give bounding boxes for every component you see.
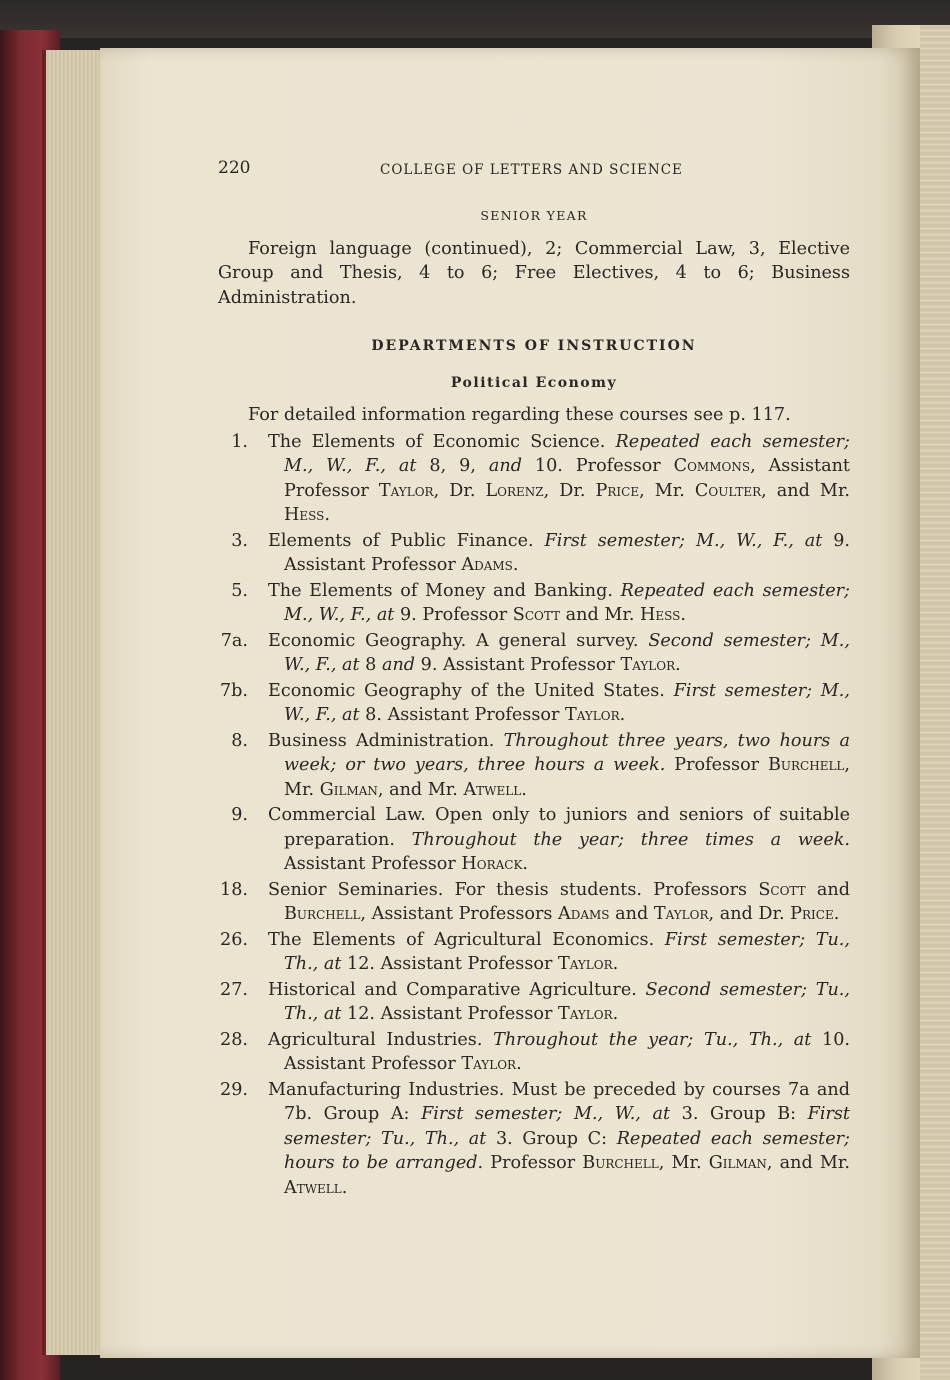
course-text-segment: 3. Group C: (486, 1128, 617, 1149)
course-text-segment: 12. Assistant Professor (341, 1004, 558, 1024)
course-text-segment: Horack (461, 854, 523, 874)
course-text-segment: First semester; Tu., Th., at (284, 929, 850, 974)
course-entry (218, 978, 850, 1027)
course-list (218, 430, 850, 1201)
course-text-segment: , and Dr. (708, 904, 791, 924)
course-text-segment: Taylor (378, 480, 434, 501)
course-text-segment: Taylor (620, 655, 676, 675)
course-text-segment: 8, 9, (416, 456, 489, 476)
course-text-segment: Price (790, 904, 834, 924)
course-text-segment: , Mr. (284, 755, 850, 800)
course-entry (218, 729, 850, 803)
course-text-segment: and (609, 904, 654, 924)
course-entry (218, 430, 850, 528)
course-text-segment: The Elements of Economic Science. (268, 431, 616, 452)
course-text-segment: Senior Seminaries. For thesis students. Professors (268, 879, 759, 900)
course-text-segment: Repeated each semester; hours to be arranged. (284, 1128, 850, 1173)
course-entry (218, 803, 850, 877)
course-number: 29. (220, 1079, 248, 1100)
course-number: 5. (231, 580, 248, 601)
course-text-segment: . (512, 555, 519, 575)
course-text-segment: The Elements of Money and Banking. (268, 580, 621, 601)
course-text-segment: Professor (665, 755, 768, 775)
course-text-segment: Adams (461, 555, 513, 575)
course-text-segment: 3. Group B: (670, 1104, 808, 1124)
course-number: 9. (231, 805, 248, 825)
senior-year-text: Foreign language (continued), 2; Commercial Law, 3, Elective Group and Thesis, 4 to 6; Free Electives, 4 to 6; Business Administration. (218, 238, 850, 308)
course-text-segment: . (341, 1177, 348, 1198)
course-text-segment: Hess (284, 505, 325, 525)
course-text-segment: First semester; M., W., F., at (544, 530, 823, 551)
subject-heading: Political Economy (450, 374, 618, 391)
course-text-segment: 10. Assistant Professor (284, 1029, 851, 1074)
departments-heading: DEPARTMENTS OF INSTRUCTION (371, 338, 697, 354)
course-text-segment: Lorenz (485, 480, 544, 501)
course-text-segment: 10. Professor (521, 456, 674, 476)
course-entry (218, 629, 850, 678)
course-text-segment: . (619, 705, 626, 725)
course-text-segment: Manufacturing Industries. Must be preceded by courses 7a and 7b. Group A: (268, 1079, 850, 1124)
course-text-segment: and Mr. (560, 605, 641, 625)
course-text-segment: , and Mr. (766, 1153, 850, 1173)
course-number: 28. (220, 1029, 248, 1050)
course-text-segment: 8. Assistant Professor (359, 705, 565, 725)
course-text-segment: Burchell (284, 904, 361, 924)
course-entry (218, 878, 850, 927)
course-text-segment: First semester; M., W., at (421, 1104, 671, 1124)
course-text-segment: Gilman (319, 779, 378, 800)
page-number: 220 (218, 158, 251, 178)
course-text-segment: Commercial Law. Open only to juniors and seniors of suitable preparation. (268, 805, 850, 850)
course-text-segment: First semester; Tu., Th., at (284, 1104, 850, 1149)
course-text-segment: . (522, 854, 529, 874)
course-text-segment: , Assistant Professor (284, 456, 850, 501)
course-text-segment: Taylor (557, 1004, 613, 1024)
course-entry (218, 579, 850, 628)
course-text-segment: , Dr. (543, 480, 596, 501)
course-number: 1. (231, 431, 248, 452)
course-text-segment: , Assistant Professors (360, 904, 559, 924)
course-text-segment: Throughout the year; three times a week. (411, 829, 850, 850)
course-entry (218, 529, 850, 578)
course-text-segment: 8 (359, 655, 382, 675)
course-number: 18. (220, 879, 248, 900)
course-text-segment: Throughout three years, two hours a week; or two years, three hours a week. (284, 730, 850, 775)
course-entry (218, 928, 850, 977)
course-text-segment: The Elements of Agricultural Economics. (268, 929, 665, 950)
course-text-segment: Taylor (653, 904, 709, 924)
course-text-segment: Atwell (284, 1177, 342, 1198)
course-text-segment: Repeated each semester; M., W., F., at (284, 580, 850, 625)
course-text-segment: . (612, 1004, 619, 1024)
course-text-segment: Economic Geography of the United States. (268, 680, 674, 701)
course-number: 27. (220, 979, 248, 1000)
course-text-segment: and (805, 879, 850, 900)
course-text-segment: , Mr. (639, 480, 695, 501)
course-text-segment: Coulter (694, 480, 762, 501)
course-number: 3. (231, 530, 248, 551)
course-text-segment: and (488, 456, 522, 476)
course-text-segment: Hess (640, 605, 681, 625)
book-top-edge (0, 0, 950, 38)
course-text-segment: Taylor (461, 1054, 517, 1074)
course-text-segment: , Dr. (433, 480, 486, 501)
course-text-segment: 12. Assistant Professor (341, 954, 558, 974)
course-text-segment: Historical and Comparative Agriculture. (268, 979, 646, 1000)
course-text-segment: Taylor (557, 954, 613, 974)
course-text-segment: . (324, 505, 330, 525)
course-text-segment: , Mr. (658, 1153, 709, 1173)
course-text-segment: Scott (512, 605, 561, 625)
course-text-segment: , and Mr. (761, 480, 851, 501)
course-text-segment: Business Administration. (268, 730, 504, 751)
course-text-segment: . (612, 954, 619, 974)
course-text-segment: Gilman (708, 1153, 767, 1173)
course-text-segment: First semester; M., W., F., at (284, 680, 850, 725)
running-header (218, 150, 850, 186)
course-text-segment: Throughout the year; Tu., Th., at (493, 1029, 812, 1050)
course-number: 8. (231, 730, 248, 751)
course-text-segment: Second semester; M., W., F., at (284, 630, 850, 675)
course-text-segment: and (381, 655, 416, 675)
course-text-segment: Taylor (564, 705, 620, 725)
page-edges-right (920, 25, 950, 1380)
course-text-segment: Atwell (463, 779, 522, 800)
course-text-segment: . (675, 655, 681, 675)
course-text-segment: . (680, 605, 686, 625)
course-text-segment: , and Mr. (377, 779, 464, 800)
course-text-segment: Burchell (767, 755, 845, 775)
course-text-segment: Second semester; Tu., Th., at (284, 979, 850, 1024)
course-text-segment: . (521, 779, 527, 800)
course-entry (218, 1078, 850, 1201)
course-text-segment: . (833, 904, 840, 924)
course-text-segment: Economic Geography. A general survey. (268, 630, 649, 651)
course-text-segment: . (516, 1054, 522, 1074)
senior-year-heading: SENIOR YEAR (480, 208, 588, 223)
course-text-segment: Commons (673, 456, 751, 476)
course-number: 7b. (219, 680, 248, 701)
course-text-segment: Adams (558, 904, 610, 924)
course-text-segment: Repeated each semester; M., W., F., at (284, 431, 850, 476)
course-text-segment: Price (595, 480, 640, 501)
course-number: 26. (220, 929, 248, 950)
course-text-segment: Burchell (582, 1153, 659, 1173)
page-content (218, 150, 850, 1201)
running-title: COLLEGE OF LETTERS AND SCIENCE (380, 162, 683, 178)
course-text-segment: Elements of Public Finance. (268, 530, 545, 551)
course-text-segment: 9. Assistant Professor (415, 655, 621, 675)
course-text-segment: 9. Assistant Professor (284, 530, 850, 575)
course-entry (218, 679, 850, 728)
course-number: 7a. (220, 630, 248, 651)
course-text-segment: Scott (758, 879, 806, 900)
intro-text: For detailed information regarding these courses see p. 117. (248, 405, 791, 425)
course-text-segment: Assistant Professor (284, 854, 462, 874)
course-text-segment: Agricultural Industries. (268, 1029, 494, 1050)
course-entry (218, 1028, 850, 1077)
course-text-segment: 9. Professor (394, 605, 513, 625)
course-text-segment: Professor (483, 1153, 583, 1173)
